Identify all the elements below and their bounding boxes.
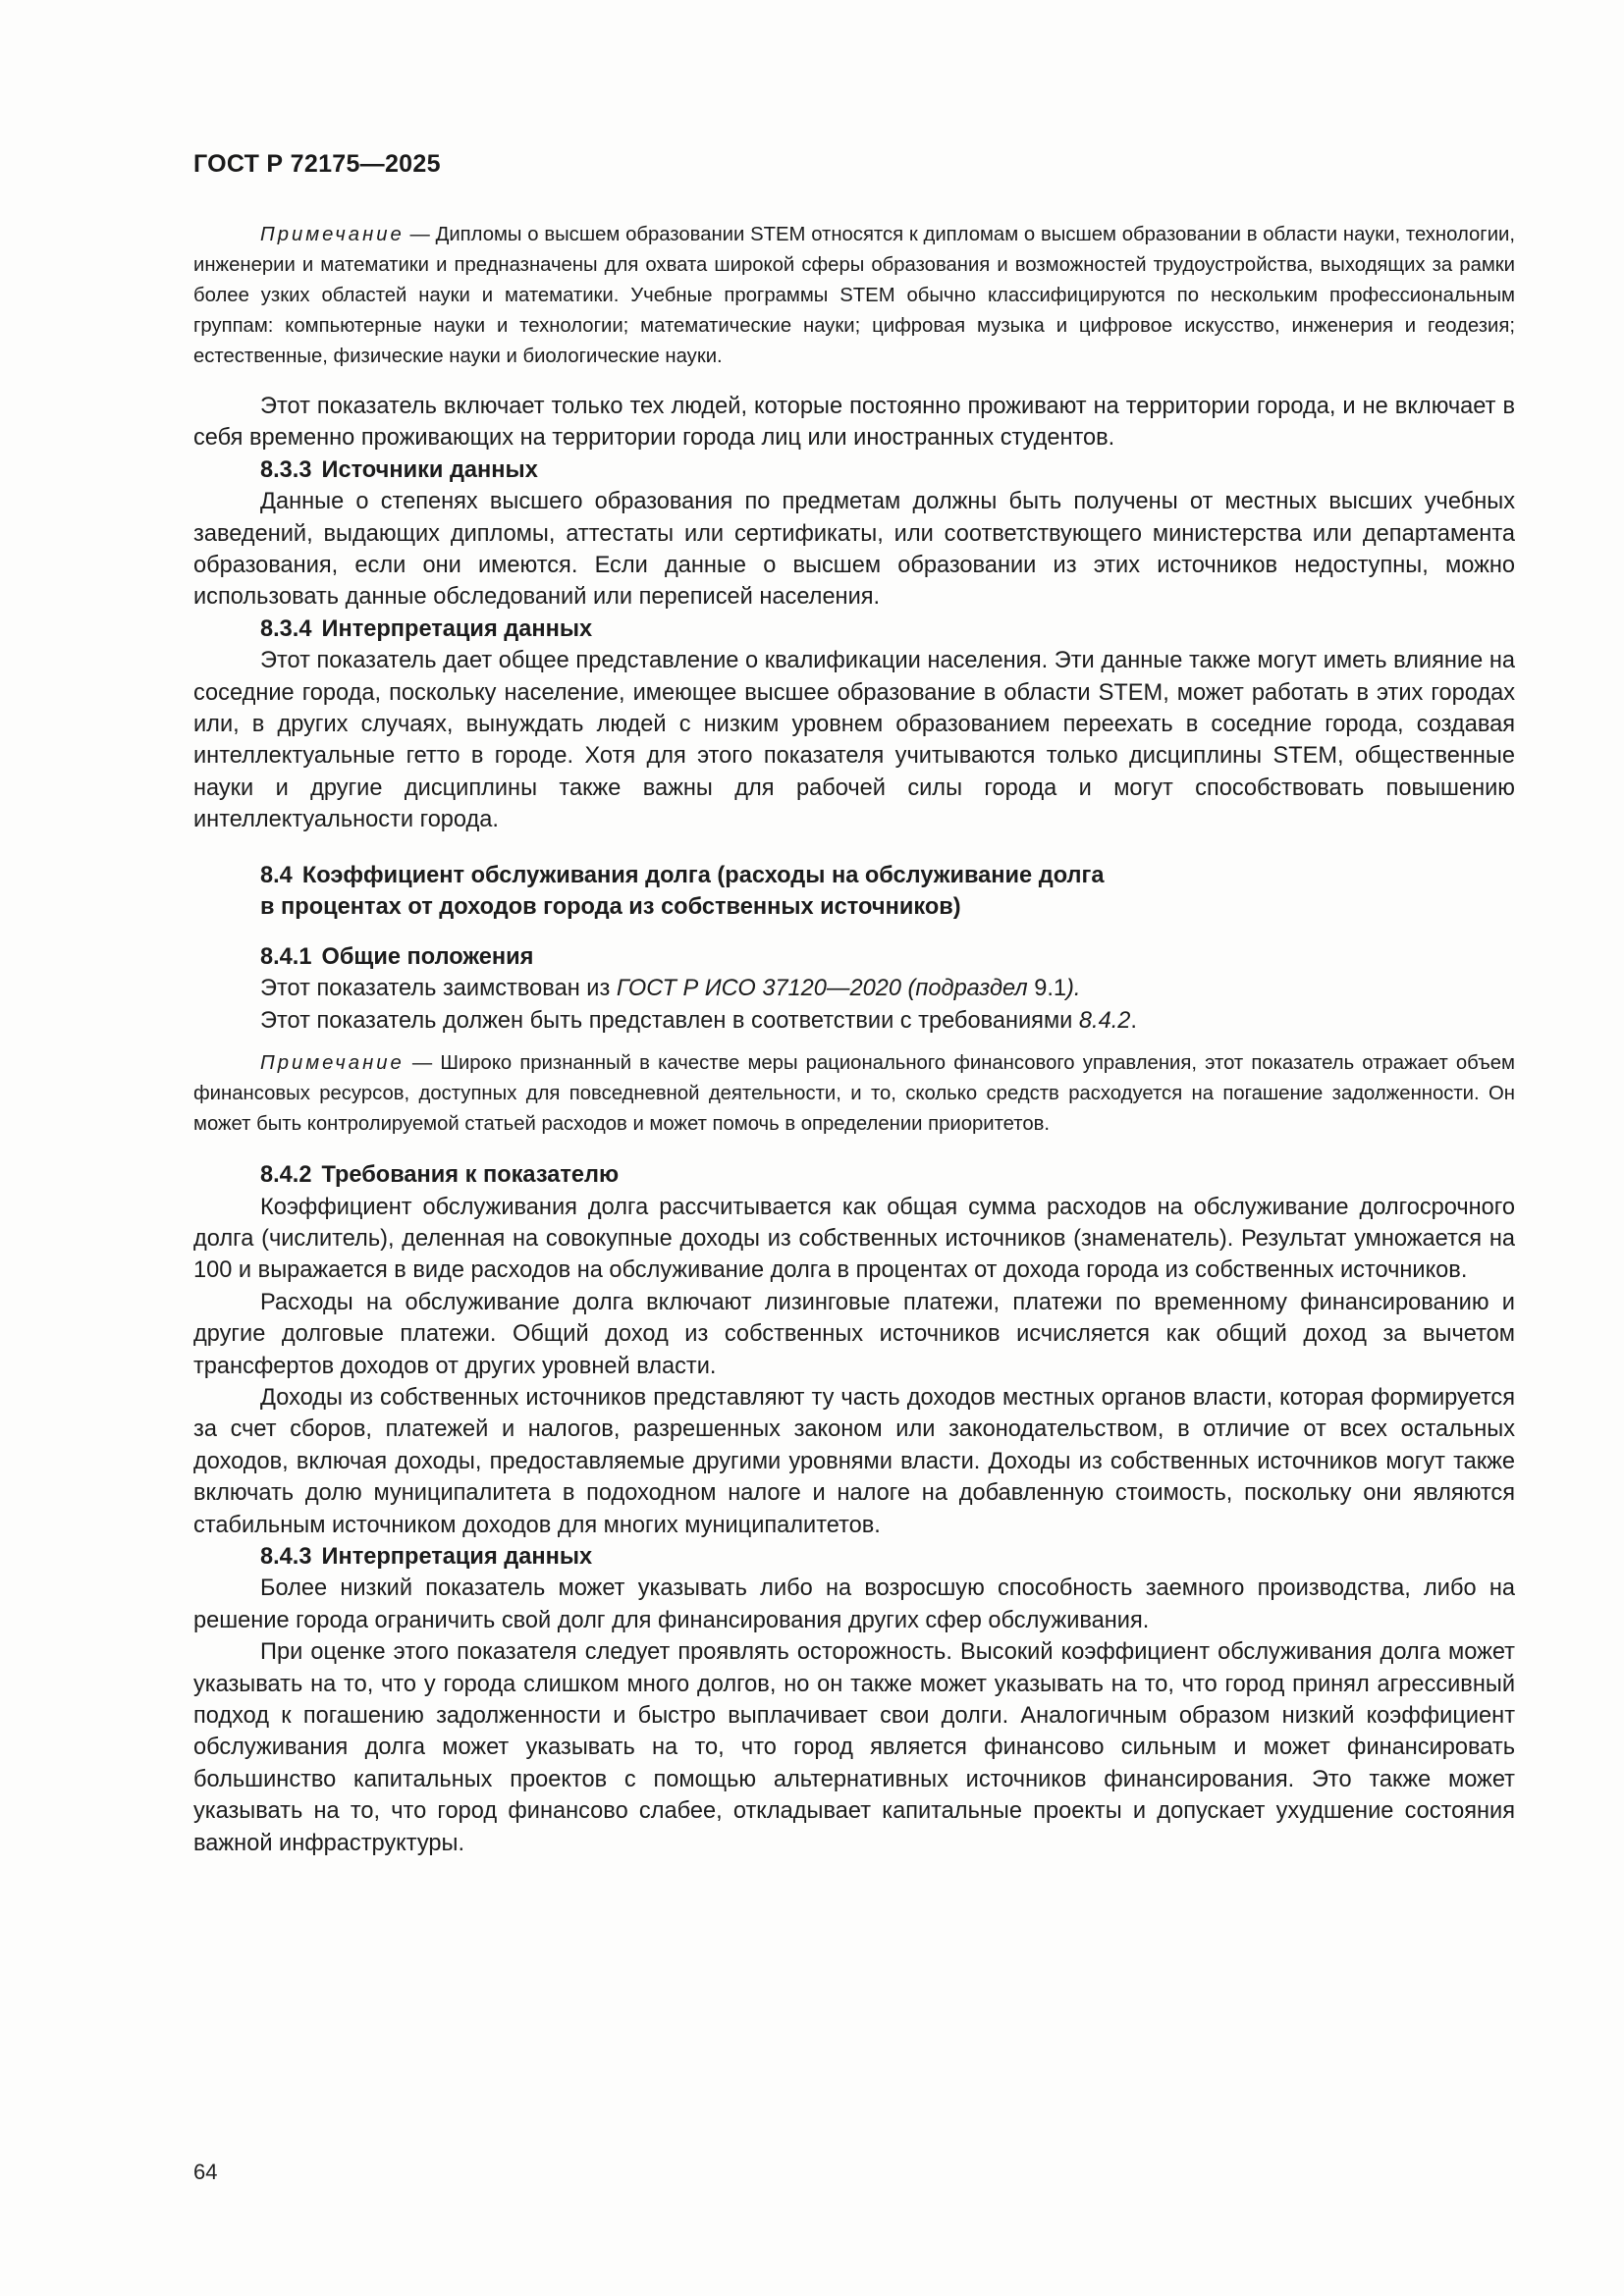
section-title: Общие положения [321,943,534,970]
section-number: 8.3.3 [260,456,312,483]
reference-close: ). [1066,976,1081,1002]
paragraph-residents: Этот показатель включает только тех людей, которые постоянно проживают на территории города, и не включает в себя временно проживающих на территории города лиц или иностранных студентов. [193,394,1515,452]
section-heading-8-4-2 [193,1159,1515,1191]
paragraph-ratio-calculation: Коэффициент обслуживания долга рассчитывается как общая сумма расходов на обслуживание долгосрочного долга (числитель), деленная на совокупные доходы из собственных источников (знаменатель). Результат умножается на 100 и выражается в виде расходов на обслуживание долга в процентах от дохода города из собственных источников. [193,1194,1515,1284]
section-heading-8-4-3 [193,1541,1515,1573]
standard-code: ГОСТ Р 72175—2025 [193,150,441,178]
paragraph-lower-indicator: Более низкий показатель может указывать либо на возросшую способность заемного производства, либо на решение города ограничить свой долг для финансирования других сфер обслуживания. [193,1575,1515,1633]
paragraph-debt-service-costs: Расходы на обслуживание долга включают лизинговые платежи, платежи по временному финансированию и другие долговые платежи. Общий доход из собственных источников исчисляется как общий доход за вычетом трансфертов доходов от других уровней власти. [193,1289,1515,1379]
section-number: 8.4.1 [260,943,312,970]
paragraph-data-sources: Данные о степенях высшего образования по предметам должны быть получены от местных высших учебных заведений, выдающих дипломы, аттестаты или сертификаты, или соответствующего министерства или департамента образования, если они имеются. Если данные о высшем образовании из этих источников недоступны, можно использовать данные обследований или переписей населения. [193,489,1515,611]
section-heading-line-1 [260,860,1515,892]
text-prefix: Этот показатель заимствован из [260,976,617,1002]
paragraph-caution: При оценке этого показателя следует проявлять осторожность. Высокий коэффициент обслуживания долга может указывать на то, что у города слишком много долгов, но он также может указывать на то, что город принял агрессивный подход к погашению задолженности и быстро выплачивает свои долги. Аналогичным образом низкий коэффициент обслуживания долга может указывать на то, что город является финансово сильным и может финансировать большинство капитальных проектов с помощью альтернативных источников финансирования. Это также может указывать на то, что город финансово слабее, откладывает капитальные проекты и допускает ухудшение состояния важной инфраструктуры. [193,1639,1515,1856]
subsection-number: 9.1 [1027,976,1067,1002]
section-title: Интерпретация данных [321,615,593,642]
note-text: — Дипломы о высшем образовании STEM относятся к дипломам о высшем образовании в области науки, технологии, инженерии и математики и предназначены для охвата широкой сферы образования и возможностей трудоустройства, выходящих за рамки более узких областей науки и математики. Учебные программы STEM обычно классифицируются по нескольким профессиональным группам: компьютерные науки и технологии; математические науки; цифровая музыка и цифровое искусство, инженерия и геодезия; естественные, физические науки и биологические науки. [193,224,1515,367]
section-title: Интерпретация данных [321,1543,593,1570]
page-number: 64 [193,2160,218,2184]
section-number: 8.4.2 [260,1162,312,1189]
note-debt-service [193,1048,1515,1140]
section-reference: 8.4.2 [1078,1007,1131,1034]
section-title: Источники данных [321,456,538,483]
section-number: 8.3.4 [260,615,312,642]
note-label: Примечание [260,224,405,245]
section-number: 8.4.3 [260,1543,312,1570]
page-content [193,220,1515,1859]
paragraph-borrowed-from [193,973,1515,1004]
section-number: 8.4 [260,862,293,888]
section-heading-8-3-4 [193,614,1515,645]
section-heading-8-3-3 [193,454,1515,486]
section-title-line-1: Коэффициент обслуживания долга (расходы на обслуживание долга [301,862,1105,888]
note-text: — Широко признанный в качестве меры рационального финансового управления, этот показатель отражает объем финансовых ресурсов, доступных для повседневной деятельности, и то, сколько средств расходуется на погашение задолженности. Он может быть контролируемой статьей расходов и может помочь в определении приоритетов. [193,1052,1515,1136]
section-title: Требования к показателю [321,1162,620,1189]
section-heading-8-4 [193,860,1515,924]
note-label: Примечание [260,1052,405,1075]
standard-reference: ГОСТ Р ИСО 37120—2020 (подраздел [616,976,1028,1002]
paragraph-own-source-revenue: Доходы из собственных источников представляют ту часть доходов местных органов власти, которая формируется за счет сборов, платежей и налогов, разрешенных законом или законодательством, в отличие от всех остальных доходов, включая доходы, предоставляемые другими уровнями власти. Доходы из собственных источников могут также включать долю муниципалитета в подоходном налоге и налоге на добавленную стоимость, поскольку они являются стабильным источником доходов для многих муниципалитетов. [193,1384,1515,1538]
text-suffix: . [1130,1007,1137,1034]
text-prefix: Этот показатель должен быть представлен в соответствии с требованиями [260,1007,1079,1034]
note-stem [193,220,1515,372]
paragraph-interpretation-stem: Этот показатель дает общее представление о квалификации населения. Эти данные также могут иметь влияние на соседние города, поскольку население, имеющее высшее образование в области STEM, может работать в этих городах или, в других случаях, вынуждать людей с низким уровнем образованием переехать в соседние города, создавая интеллектуальные гетто в городе. Хотя для этого показателя учитываются только дисциплины STEM, общественные науки и другие дисциплины также важны для рабочей силы города и могут способствовать повышению интеллектуальности города. [193,648,1515,833]
paragraph-requirements-ref [193,1005,1515,1037]
section-title-line-2: в процентах от доходов города из собственных источников) [260,894,961,921]
section-heading-8-4-1 [193,941,1515,973]
